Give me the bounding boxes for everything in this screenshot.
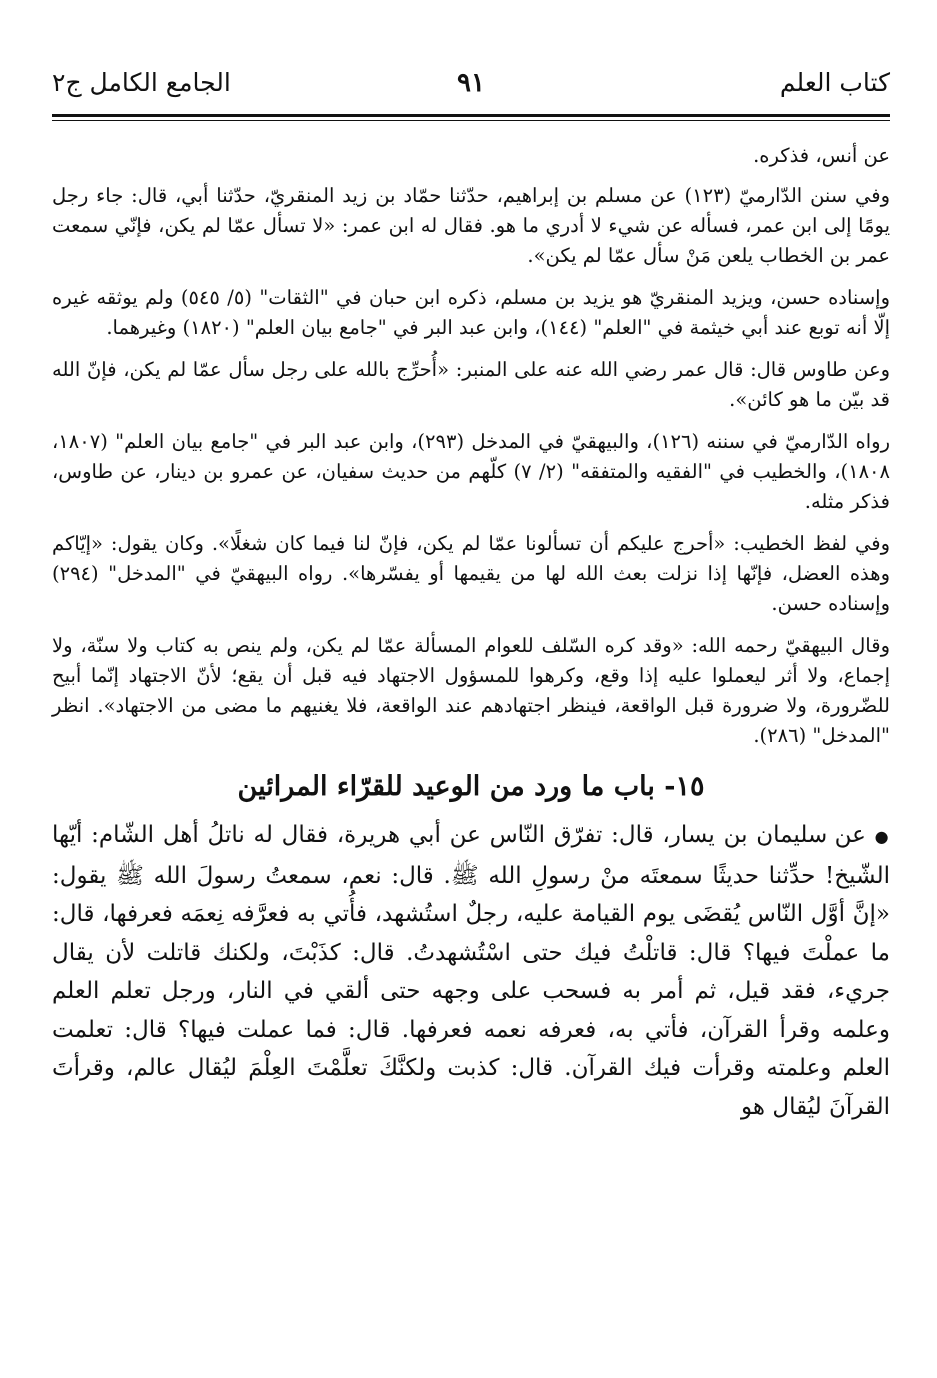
note-paragraph: وإسناده حسن، ويزيد المنقريّ هو يزيد بن مسلم، ذكره ابن حبان في "الثقات" (٥/ ٥٤٥) ولم يوثقه غيره إلّا أنه توبع عند أبي خيثمة في "العلم" (١٤٤)، وابن عبد البر في "جامع بيان العلم" (١٨٢٠) وغيرهما. — [52, 286, 890, 339]
page-header — [52, 60, 890, 114]
hadith-paragraph — [52, 816, 890, 1126]
header-rule-thick — [52, 114, 890, 117]
book-title: كتاب العلم — [779, 68, 890, 97]
note-paragraph: رواه الدّارميّ في سننه (١٢٦)، والبيهقيّ في المدخل (٢٩٣)، وابن عبد البر في "جامع بيان العلم" (١٨٠٧، ١٨٠٨)، والخطيب في "الفقيه والمتفقه" (٢/ ٧) كلّهم من حديث سفيان، عن عمرو بن دينار، عن طاوس، فذكر مثله. — [52, 430, 890, 513]
note-paragraph: وعن طاوس قال: قال عمر رضي الله عنه على المنبر: «أُحرِّج بالله على رجل سأل عمّا لم يكن، فإنّ الله قد بيّن ما هو كائن». — [52, 358, 890, 411]
note-paragraph: عن أنس، فذكره. — [753, 144, 890, 167]
header-rule-thin — [52, 120, 890, 121]
bullet-icon: ● — [874, 827, 890, 846]
section-heading: ١٥- باب ما ورد من الوعيد للقرّاء المرائين — [237, 771, 705, 802]
note-paragraph: وفي سنن الدّارميّ (١٢٣) عن مسلم بن إبراهيم، حدّثنا حمّاد بن زيد المنقريّ، حدّثنا أبي، قال: جاء رجل يومًا إلى ابن عمر، فسأله عن شيء لا أدري ما هو. فقال له ابن عمر: «لا تسأل عمّا لم يكن، فإنّي سمعت عمر بن الخطاب يلعن مَنْ سأل عمّا لم يكن». — [52, 184, 890, 267]
hadith-text: عن سليمان بن يسار، قال: تفرّق النّاس عن أبي هريرة، فقال له ناتلُ أهل الشّام: أيّها الشّيخ! حدِّثنا حديثًا سمعتَه منْ رسولِ الله ﷺ. قال: نعم، سمعتُ رسولَ الله ﷺ يقول: «إنَّ أوَّل النّاس يُقضَى يوم القيامة عليه، رجلٌ استُشهد، فأُتي به فعرَّفه نِعمَه فعرفها، قال: ما عملْتَ فيها؟ قال: قاتلْتُ فيك حتى اسْتُشهدتُ. قال: كذَبْتَ، ولكنك قاتلت لأن يقال جريء، فقد قيل، ثم أمر به فسحب على وجهه حتى ألقي في النار، ورجل تعلم العلم وعلمه وقرأ القرآن، فأتي به، فعرفه نعمه فعرفها. قال: فما عملت فيها؟ قال: تعلمت العلم وعلمته وقرأت فيك القرآن. قال: كذبت ولكنَّكَ تعلَّمْتَ العِلْمَ ليُقال عالم، وقرأتَ القرآنَ ليُقال هو — [52, 822, 890, 1120]
volume-title: الجامع الكامل ج٢ — [52, 68, 231, 97]
note-paragraph: وفي لفظ الخطيب: «أحرج عليكم أن تسألونا عمّا لم يكن، فإنّ لنا فيما كان شغلًا». وكان يقول: «إيّاكم وهذه العضل، فإنّها إذا نزلت بعث الله لها من يقيمها أو يفسّرها». رواه البيهقيّ في "المدخل" (٢٩٤) وإسناده حسن. — [52, 532, 890, 615]
note-paragraph: وقال البيهقيّ رحمه الله: «وقد كره السّلف للعوام المسألة عمّا لم يكن، ولم ينص به كتاب ولا سنّة، ولا إجماع، ولا أثر ليعملوا عليه إذا وقع، وكرهوا للمسؤول الاجتهاد فيه قبل أن يقع؛ لأنّ الاجتهاد إنّما أبيح للضّرورة، ولا ضرورة قبل الواقعة، فينظر اجتهادهم عند الواقعة، فلا يغنيهم ما مضى من الاجتهاد». انظر "المدخل" (٢٨٦). — [52, 634, 890, 747]
page — [52, 60, 890, 1126]
page-number: ٩١ — [457, 68, 485, 98]
footnotes-block — [52, 141, 890, 751]
